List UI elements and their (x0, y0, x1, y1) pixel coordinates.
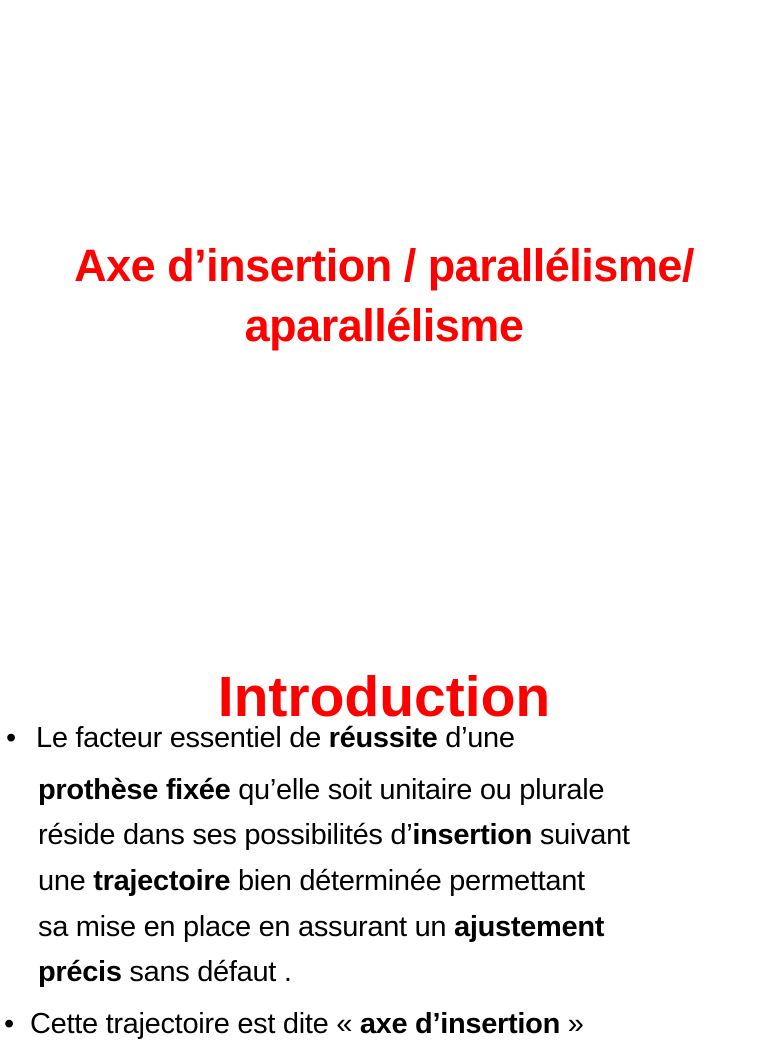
slide-title-line-2: aparallélisme (244, 300, 524, 352)
keyword-prothese-fixee: prothèse fixée (38, 774, 231, 806)
keyword-ajustement: ajustement (453, 911, 605, 943)
slide-title (0, 236, 768, 356)
bullet-marker: • (6, 722, 16, 754)
bullet-1-line-3: réside dans ses possibilités d’insertion suivant (38, 819, 630, 851)
keyword-trajectoire: trajectoire (93, 865, 231, 897)
bullet-1-line-4: une trajectoire bien déterminée permettant (38, 865, 585, 897)
keyword-reussite: réussite (328, 722, 438, 754)
bullet-1-line-5: sa mise en place en assurant un ajustement (38, 911, 605, 943)
keyword-insertion: insertion (412, 819, 533, 851)
bullet-1-line-2: prothèse fixée qu’elle soit unitaire ou plurale (38, 774, 605, 806)
slide-title-line-1: Axe d’insertion / parallélisme/ (74, 240, 694, 292)
keyword-axe-d-insertion: axe d’insertion (359, 1008, 560, 1040)
section-heading: Introduction (217, 665, 551, 730)
bullet-marker: • (4, 1008, 14, 1040)
bullet-1-line-6: précis sans défaut . (38, 956, 292, 988)
keyword-precis: précis (38, 956, 122, 988)
bullet-1-line-1: Le facteur essentiel de réussite d’une (36, 722, 515, 754)
bullet-2-line-1: Cette trajectoire est dite « axe d’insertion » (30, 1008, 584, 1040)
